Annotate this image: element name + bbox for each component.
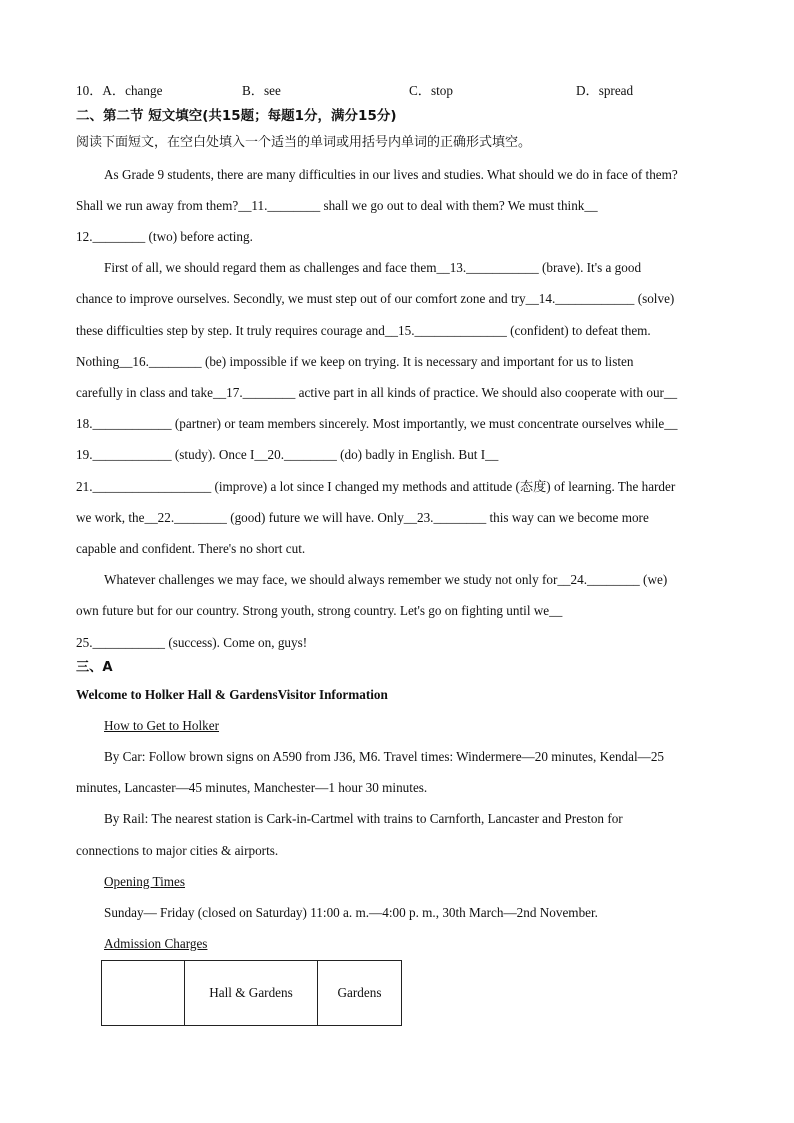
passage-line-12: we work, the__22.________ (good) future we will have. Only__23.________ this way can we become more: [76, 510, 649, 525]
passage-line-3: 12.________ (two) before acting.: [76, 229, 253, 244]
q10-number: 10．: [76, 83, 103, 98]
passage-line-6: these difficulties step by step. It truly requires courage and__15.______________ (confident) to defeat them.: [76, 323, 651, 338]
how-to-get-heading: How to Get to Holker: [104, 718, 220, 733]
q10-option-d: D．spread: [576, 83, 634, 98]
by-rail-line-1: By Rail: The nearest station is Cark-in-Cartmel with trains to Carnforth, Lancaster and Preston for: [104, 811, 623, 826]
by-rail-line-2: connections to major cities & airports.: [76, 843, 279, 858]
passage-line-2: Shall we run away from them?__11.________ shall we go out to deal with them? We must think__: [76, 198, 598, 213]
passage-line-8: carefully in class and take__17.________ active part in all kinds of practice. We should also cooperate with our__: [76, 385, 678, 400]
q10-option-a-text: A．change: [102, 83, 163, 98]
passage-line-13: capable and confident. There's no short cut.: [76, 541, 306, 556]
section2-instruction: 阅读下面短文，在空白处填入一个适当的单词或用括号内单词的正确形式填空。: [76, 135, 532, 150]
article-title: Welcome to Holker Hall & GardensVisitor Information: [76, 687, 388, 702]
passage-line-1: As Grade 9 students, there are many difficulties in our lives and studies. What should we do in face of them?: [104, 167, 678, 182]
passage-line-11: 21.__________________ (improve) a lot since I changed my methods and attitude (态度) of learning. The harder: [76, 479, 676, 494]
opening-times-line: Sunday— Friday (closed on Saturday) 11:00 a. m.—4:00 p. m., 30th March—2nd November.: [104, 905, 598, 920]
admission-heading: Admission Charges: [104, 936, 208, 951]
section3-heading: 三、A: [76, 660, 113, 675]
table-header-gardens: Gardens: [318, 961, 402, 1026]
opening-times-heading: Opening Times: [104, 874, 185, 889]
table-header-empty: [102, 961, 185, 1026]
passage-line-10: 19.____________ (study). Once I__20.________ (do) badly in English. But I__: [76, 447, 499, 462]
passage-line-7: Nothing__16.________ (be) impossible if we keep on trying. It is necessary and important for us to listen: [76, 354, 634, 369]
passage-line-9: 18.____________ (partner) or team members sincerely. Most importantly, we must concentrate ourselves while__: [76, 416, 678, 431]
passage-line-5: chance to improve ourselves. Secondly, we must step out of our comfort zone and try__14.____________ (solve): [76, 291, 675, 306]
section2-heading: 二、第二节 短文填空(共15题；每题1分，满分15分): [76, 108, 397, 124]
table-header-hall-gardens: Hall & Gardens: [185, 961, 318, 1026]
q10-option-b: B．see: [242, 83, 281, 98]
passage-line-4: First of all, we should regard them as challenges and face them__13.___________ (brave). It's a good: [104, 260, 642, 275]
passage-line-16: 25.___________ (success). Come on, guys!: [76, 635, 308, 650]
admission-table: [101, 960, 402, 1026]
passage-line-15: own future but for our country. Strong youth, strong country. Let's go on fighting until we__: [76, 603, 563, 618]
q10-option-a: [76, 82, 162, 100]
passage-line-14: Whatever challenges we may face, we should always remember we study not only for__24.________ (we): [104, 572, 668, 587]
by-car-line-2: minutes, Lancaster—45 minutes, Manchester—1 hour 30 minutes.: [76, 780, 428, 795]
q10-option-c: C．stop: [409, 83, 453, 98]
table-row: [102, 961, 402, 1026]
by-car-line-1: By Car: Follow brown signs on A590 from J36, M6. Travel times: Windermere—20 minutes, Kendal—25: [104, 749, 665, 764]
